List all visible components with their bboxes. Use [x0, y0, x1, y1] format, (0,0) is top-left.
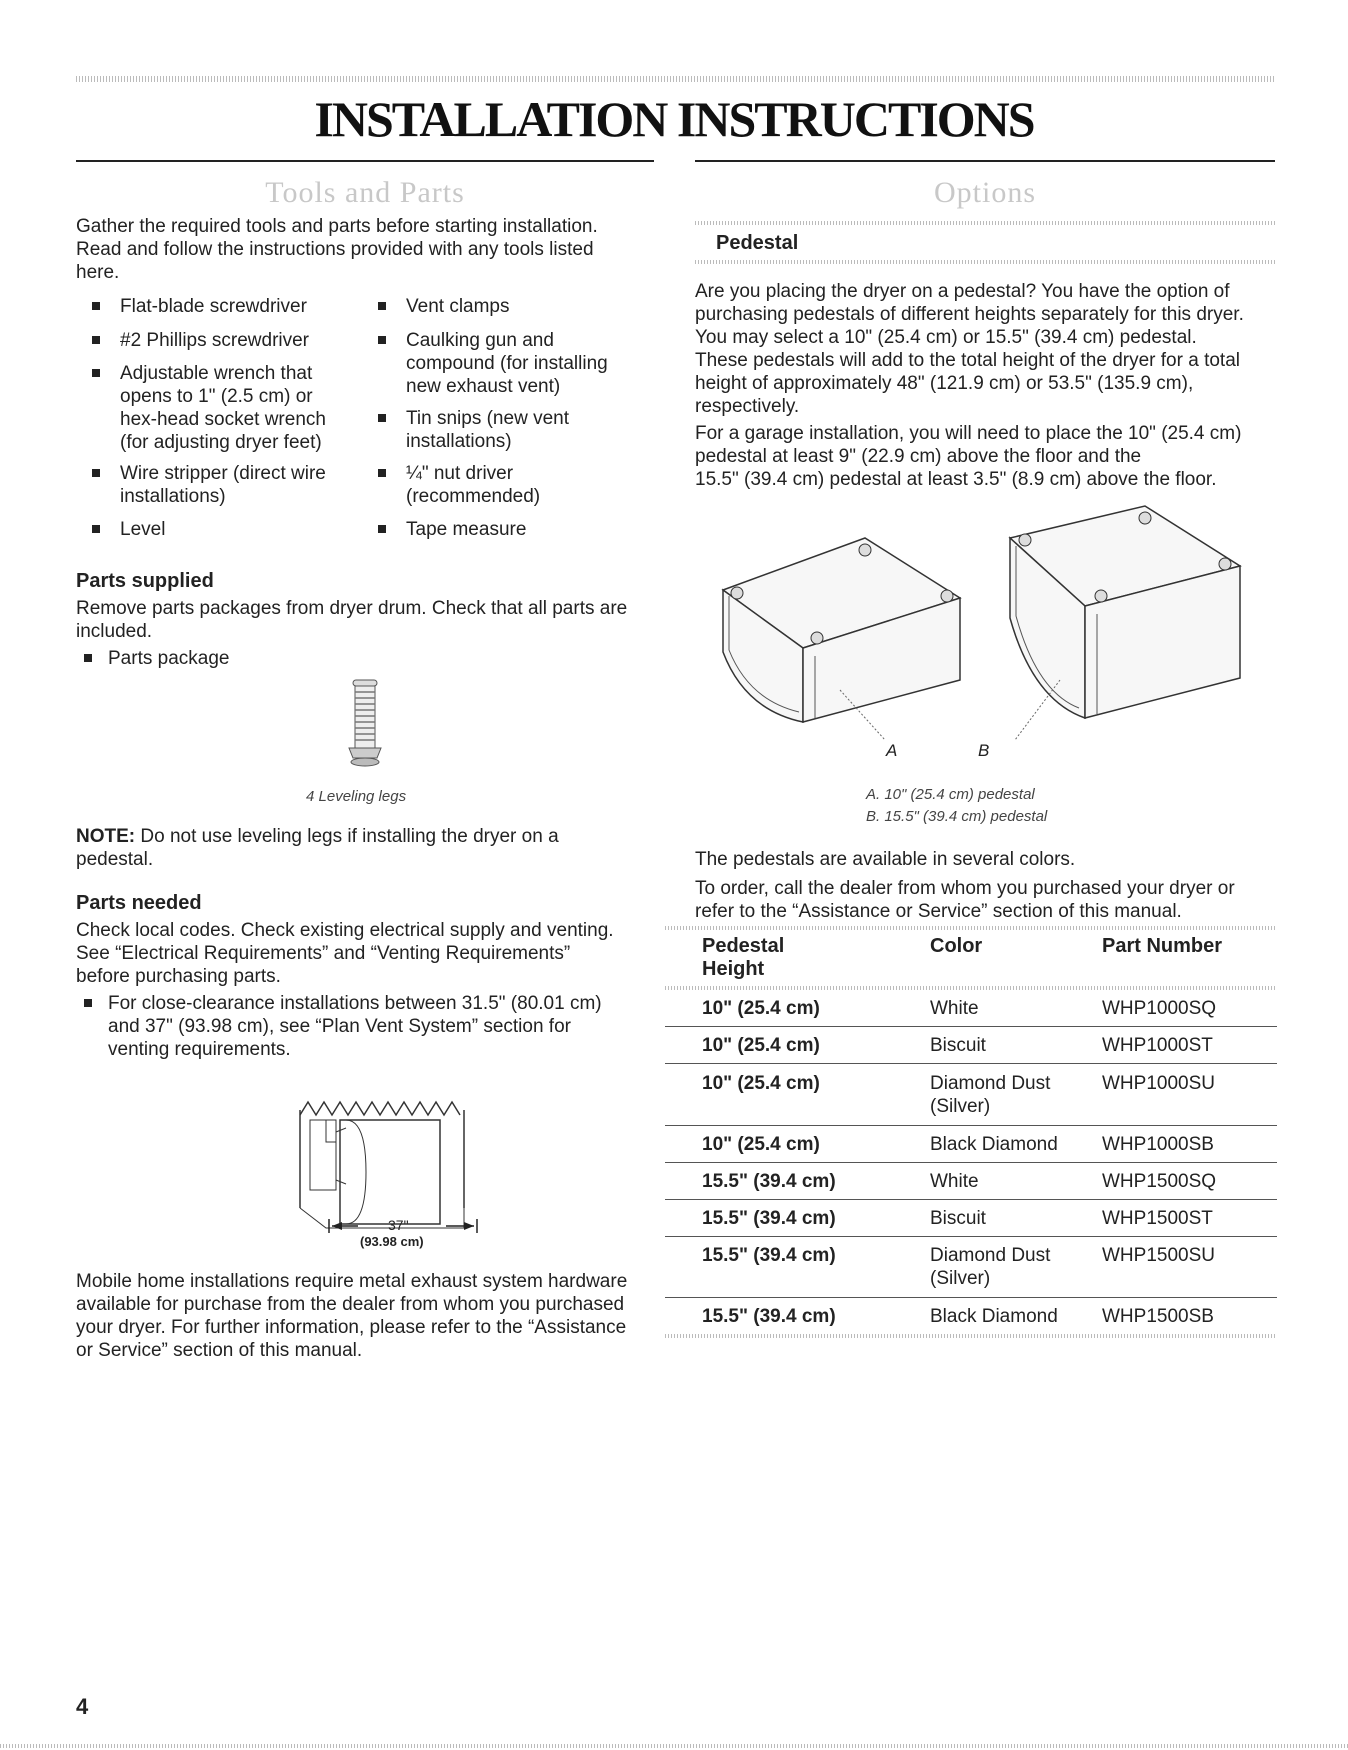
bullet-mark	[92, 525, 100, 533]
table-bottom-hatch	[665, 1334, 1277, 1338]
tools-intro-line: Read and follow the instructions provided with any tools listed	[76, 239, 594, 260]
leveling-leg-illustration	[345, 678, 385, 770]
bottom-hatch-rule	[0, 1744, 1348, 1748]
bullet-mark	[84, 654, 92, 662]
pedestal-label-b: B	[978, 741, 990, 760]
left-heading-rule	[76, 160, 654, 162]
parts-supplied-text: included.	[76, 621, 153, 642]
row-divider	[665, 1063, 1277, 1064]
parts-needed-text: See “Electrical Requirements” and “Venting Requirements”	[76, 943, 571, 964]
row-divider	[665, 1199, 1277, 1200]
dimension-label: 37"	[388, 1217, 409, 1233]
row-divider	[665, 1297, 1277, 1298]
mobile-home-text: available for purchase from the dealer from whom you purchased	[76, 1294, 625, 1315]
table-top-hatch	[665, 926, 1277, 930]
order-text: refer to the “Assistance or Service” section of this manual.	[695, 901, 1182, 922]
dimension-label-cm: (93.98 cm)	[360, 1234, 424, 1249]
pedestal-label-a: A	[886, 741, 898, 760]
parts-needed-heading: Parts needed	[76, 892, 202, 914]
bullet-mark	[378, 469, 386, 477]
order-text: To order, call the dealer from whom you purchased your dryer or	[695, 878, 1235, 899]
header-height: Height	[702, 958, 765, 980]
bullet-mark	[92, 302, 100, 310]
caption-a: A. 10" (25.4 cm) pedestal	[866, 786, 1035, 803]
pedestal-bottom-hatch	[695, 260, 1275, 264]
options-heading: Options	[933, 176, 1036, 209]
pedestal-top-hatch	[695, 221, 1275, 225]
pedestal-heading: Pedestal	[716, 232, 799, 254]
leveling-legs-caption: 4 Leveling legs	[306, 788, 407, 805]
bullet-mark	[378, 302, 386, 310]
page-number: 4	[76, 1694, 89, 1719]
row-divider	[665, 1162, 1277, 1163]
parts-needed-text: Check local codes. Check existing electrical supply and venting.	[76, 920, 614, 941]
bullet-mark	[378, 525, 386, 533]
bullet-mark	[84, 999, 92, 1007]
bullet-mark	[92, 469, 100, 477]
note-label: NOTE:	[76, 826, 136, 847]
mobile-home-text: your dryer. For further information, please refer to the “Assistance	[76, 1317, 627, 1338]
bullet-mark	[378, 414, 386, 422]
header-color: Color	[930, 935, 983, 957]
mobile-home-text: or Service” section of this manual.	[76, 1340, 363, 1361]
tools-intro-line: Gather the required tools and parts before starting installation.	[76, 216, 598, 237]
parts-needed-text: before purchasing parts.	[76, 966, 281, 987]
mobile-home-text: Mobile home installations require metal exhaust system hardware	[76, 1271, 628, 1292]
table-header-hatch	[665, 986, 1277, 990]
page-title: INSTALLATION INSTRUCTIONS	[314, 91, 1034, 147]
colors-text: The pedestals are available in several colors.	[695, 849, 1076, 870]
parts-supplied-heading: Parts supplied	[76, 570, 214, 592]
parts-supplied-text: Remove parts packages from dryer drum. Check that all parts are	[76, 598, 628, 619]
note-text: NOTE: Do not use leveling legs if installing the dryer on a	[76, 826, 559, 847]
note-text-line2: pedestal.	[76, 849, 154, 870]
tools-intro-line: here.	[76, 262, 120, 283]
right-heading-rule	[695, 160, 1275, 162]
bullet-mark	[92, 336, 100, 344]
row-divider	[665, 1236, 1277, 1237]
header-part-number: Part Number	[1102, 935, 1223, 957]
bullet-mark	[92, 369, 100, 377]
pedestals-illustration	[715, 500, 1255, 760]
top-hatch-rule	[76, 76, 1274, 82]
tools-and-parts-heading: Tools and Parts	[265, 176, 465, 209]
header-pedestal: Pedestal	[702, 935, 785, 957]
row-divider	[665, 1026, 1277, 1027]
bullet-mark	[378, 336, 386, 344]
row-divider	[665, 1125, 1277, 1126]
caption-b: B. 15.5" (39.4 cm) pedestal	[866, 808, 1048, 825]
